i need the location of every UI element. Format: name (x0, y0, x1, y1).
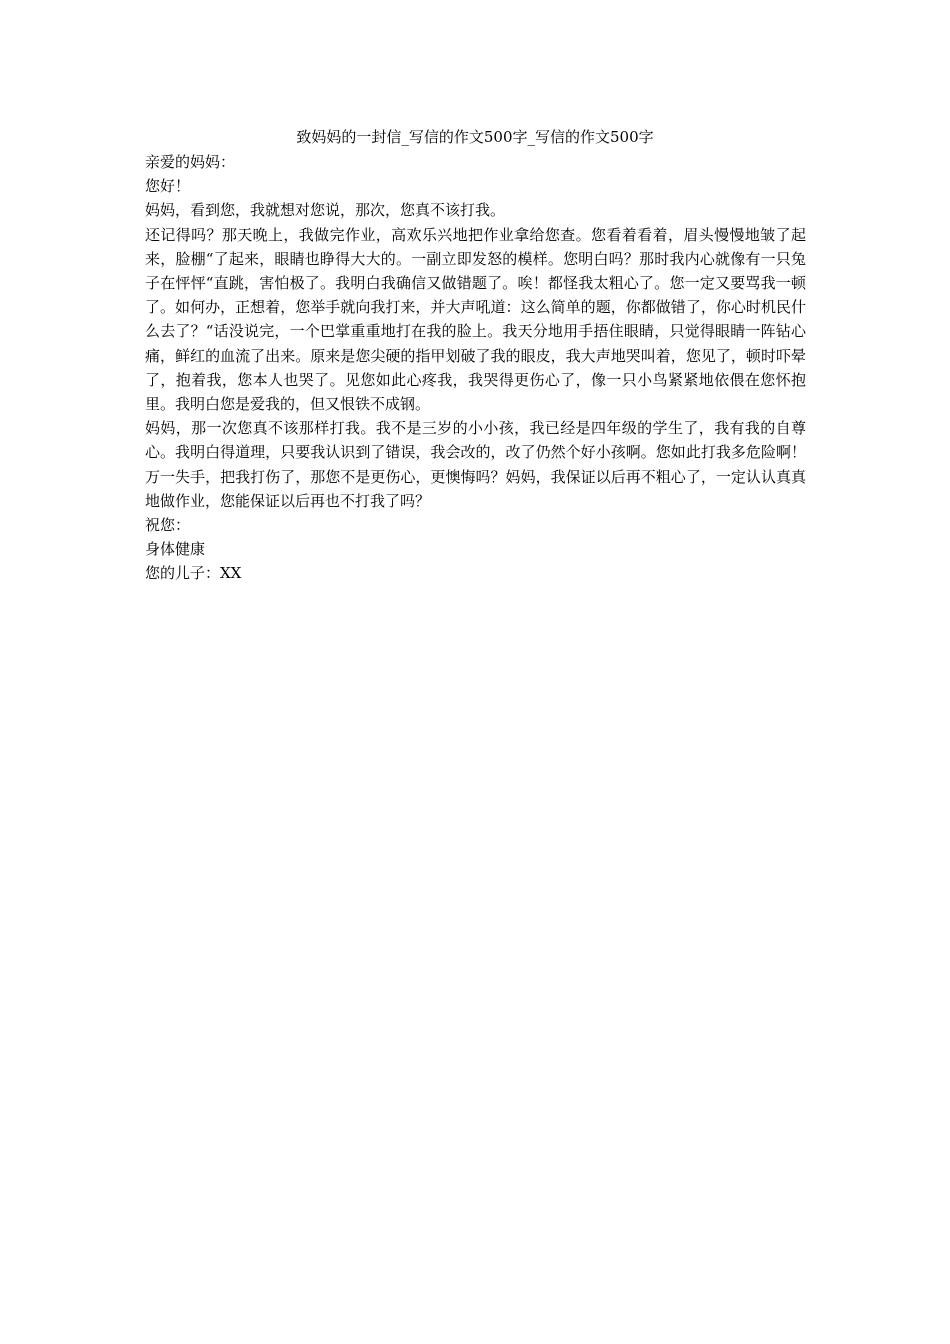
closing-wish-text: 身体健康 (145, 540, 206, 559)
body-paragraph: 还记得吗？那天晚上，我做完作业，高欢乐兴地把作业拿给您查。您看着看着，眉头慢慢地皱了起来，脸棚“了起来，眼睛也睁得大大的。一副立即发怒的模样。您明白吗？那时我内心就像有一只兔子在怦怦“直跳，害怕极了。我明白我确信又做错题了。唉！都怪我太粗心了。您一定又要骂我一顿了。如何办，正想着，您举手就向我打来，并大声吼道：这么简单的题，你都做错了，你心时机民什么去了？“话没说完，一个巴掌重重地打在我的脸上。我天分地用手捂住眼睛，只觉得眼睛一阵钻心痛，鲜红的血流了出来。原来是您尖硬的指甲划破了我的眼皮，我大声地哭叫着，您见了，顿时吓晕了，抱着我，您本人也哭了。见您如此心疼我，我哭得更伤心了，像一只小鸟紧紧地依偎在您怀抱里。我明白您是爱我的，但又恨铁不成钢。 (145, 225, 806, 414)
salutation: 亲爱的妈妈： (145, 153, 236, 171)
body-paragraph: 妈妈，那一次您真不该那样打我。我不是三岁的小小孩，我已经是四年级的学生了，我有我的自尊心。我明白得道理，只要我认识到了错误，我会改的，改了仍然个好小孩啊。您如此打我多危险啊！万一失手，把我打伤了，那您不是更伤心，更懊悔吗？妈妈，我保证以后再不粗心了，一定认认真真地做作业，您能保证以后再也不打我了吗？ (145, 419, 806, 510)
letter-body (145, 150, 806, 586)
body-paragraph: 妈妈，看到您，我就想对您说，那次，您真不该打我。 (145, 201, 506, 220)
document-title: 致妈妈的一封信_写信的作文500字_写信的作文500字 (296, 128, 654, 146)
greeting: 您好！ (145, 177, 191, 196)
signature: 您的儿子：XX (145, 564, 242, 583)
closing-wish: 祝您： (145, 516, 191, 535)
